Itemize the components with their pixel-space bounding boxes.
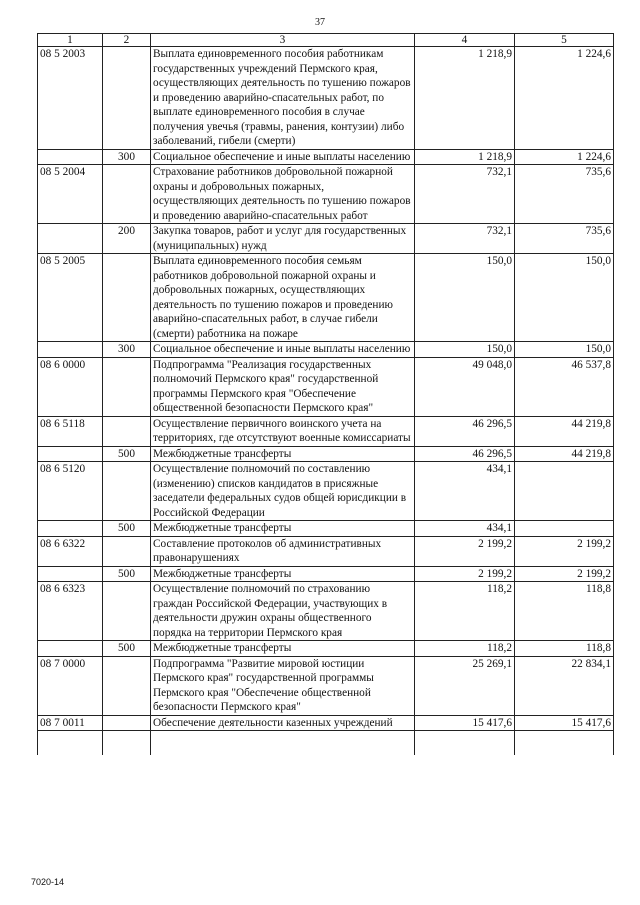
row-expense-type (103, 536, 151, 566)
table-row (38, 521, 614, 537)
header-col-5: 5 (515, 34, 614, 47)
row-amount-col-4: 46 296,5 (415, 416, 515, 446)
row-amount-col-5: 44 219,8 (515, 446, 614, 462)
row-expense-type (103, 357, 151, 416)
table-row (38, 536, 614, 566)
row-amount-col-5 (515, 462, 614, 521)
row-amount-col-4: 150,0 (415, 342, 515, 358)
empty-cell (103, 731, 151, 756)
row-expense-type: 500 (103, 641, 151, 657)
empty-cell (415, 731, 515, 756)
row-amount-col-4: 150,0 (415, 254, 515, 342)
header-col-3: 3 (151, 34, 415, 47)
row-code (38, 446, 103, 462)
row-code (38, 224, 103, 254)
row-name: Страхование работников добровольной пожарной охраны и добровольных пожарных, осуществляющих деятельность по тушению пожаров и проведению аварийно-спасательных работ (151, 165, 415, 224)
empty-cell (151, 731, 415, 756)
row-name: Социальное обеспечение и иные выплаты населению (151, 149, 415, 165)
row-code (38, 149, 103, 165)
row-amount-col-5: 118,8 (515, 641, 614, 657)
row-code: 08 5 2003 (38, 47, 103, 150)
row-amount-col-5: 15 417,6 (515, 715, 614, 731)
row-name: Межбюджетные трансферты (151, 641, 415, 657)
empty-cell (515, 731, 614, 756)
row-code: 08 6 6322 (38, 536, 103, 566)
row-name: Закупка товаров, работ и услуг для государственных (муниципальных) нужд (151, 224, 415, 254)
row-amount-col-4: 46 296,5 (415, 446, 515, 462)
row-expense-type (103, 254, 151, 342)
row-name: Межбюджетные трансферты (151, 446, 415, 462)
table-row (38, 224, 614, 254)
budget-table (37, 33, 614, 755)
row-amount-col-5: 735,6 (515, 165, 614, 224)
row-name: Выплата единовременного пособия работникам государственных учреждений Пермского края, осуществляющих деятельность по тушению пожаров и проведению аварийно-спасательных работ, по выплате единовременного пособия в случае получения увечья (травмы, ранения, контузии) либо заболеваний, гибели (смерти) (151, 47, 415, 150)
row-code (38, 342, 103, 358)
table-row (38, 149, 614, 165)
page-number: 37 (315, 17, 325, 28)
table-row (38, 165, 614, 224)
row-name: Подпрограмма "Развитие мировой юстиции Пермского края" государственной программы Пермского края "Обеспечение общественной безопасности Пермского края" (151, 656, 415, 715)
row-expense-type (103, 462, 151, 521)
row-amount-col-4: 49 048,0 (415, 357, 515, 416)
row-amount-col-5: 150,0 (515, 342, 614, 358)
row-name: Подпрограмма "Реализация государственных полномочий Пермского края" государственной программы Пермского края "Обеспечение общественной безопасности Пермского края" (151, 357, 415, 416)
row-name: Осуществление первичного воинского учета на территориях, где отсутствуют военные комиссариаты (151, 416, 415, 446)
row-expense-type: 500 (103, 446, 151, 462)
row-amount-col-5: 1 224,6 (515, 47, 614, 150)
row-name: Межбюджетные трансферты (151, 521, 415, 537)
row-amount-col-4: 1 218,9 (415, 47, 515, 150)
empty-cell (38, 731, 103, 756)
row-name: Осуществление полномочий по страхованию граждан Российской Федерации, участвующих в деятельности дружин охраны общественного порядка на территории Пермского края (151, 582, 415, 641)
row-name: Социальное обеспечение и иные выплаты населению (151, 342, 415, 358)
table-row (38, 357, 614, 416)
row-expense-type (103, 416, 151, 446)
table-row (38, 254, 614, 342)
row-code: 08 7 0011 (38, 715, 103, 731)
row-code: 08 5 2005 (38, 254, 103, 342)
row-code: 08 6 0000 (38, 357, 103, 416)
row-code: 08 6 5118 (38, 416, 103, 446)
table-row (38, 656, 614, 715)
row-expense-type: 500 (103, 521, 151, 537)
row-amount-col-5: 44 219,8 (515, 416, 614, 446)
row-amount-col-4: 732,1 (415, 224, 515, 254)
row-amount-col-5: 118,8 (515, 582, 614, 641)
row-name: Составление протоколов об административных правонарушениях (151, 536, 415, 566)
header-row (38, 34, 614, 47)
row-amount-col-5: 2 199,2 (515, 536, 614, 566)
table-row (38, 566, 614, 582)
row-name: Обеспечение деятельности казенных учреждений (151, 715, 415, 731)
row-amount-col-5 (515, 521, 614, 537)
row-expense-type (103, 582, 151, 641)
row-amount-col-4: 2 199,2 (415, 536, 515, 566)
row-code: 08 6 6323 (38, 582, 103, 641)
row-expense-type: 300 (103, 342, 151, 358)
row-name: Выплата единовременного пособия семьям работников добровольной пожарной охраны и добровольных пожарных, осуществляющих деятельность по тушению пожаров и проведению аварийно-спасательных работ, в случае гибели (смерти) работника на пожаре (151, 254, 415, 342)
row-amount-col-4: 434,1 (415, 521, 515, 537)
header-col-2: 2 (103, 34, 151, 47)
table-row (38, 416, 614, 446)
row-code (38, 521, 103, 537)
table-row (38, 342, 614, 358)
header-col-1: 1 (38, 34, 103, 47)
row-code: 08 7 0000 (38, 656, 103, 715)
footer-document-code: 7020-14 (31, 877, 65, 887)
row-code: 08 6 5120 (38, 462, 103, 521)
row-amount-col-5: 22 834,1 (515, 656, 614, 715)
header-col-4: 4 (415, 34, 515, 47)
row-amount-col-5: 735,6 (515, 224, 614, 254)
row-amount-col-5: 150,0 (515, 254, 614, 342)
table-row (38, 582, 614, 641)
row-amount-col-4: 118,2 (415, 582, 515, 641)
row-amount-col-4: 732,1 (415, 165, 515, 224)
row-code (38, 566, 103, 582)
row-code: 08 5 2004 (38, 165, 103, 224)
row-amount-col-5: 46 537,8 (515, 357, 614, 416)
table-row (38, 462, 614, 521)
row-name: Осуществление полномочий по составлению (изменению) списков кандидатов в присяжные заседатели федеральных судов общей юрисдикции в Российской Федерации (151, 462, 415, 521)
row-expense-type (103, 715, 151, 731)
row-amount-col-5: 1 224,6 (515, 149, 614, 165)
row-amount-col-4: 1 218,9 (415, 149, 515, 165)
row-expense-type: 500 (103, 566, 151, 582)
row-code (38, 641, 103, 657)
row-name: Межбюджетные трансферты (151, 566, 415, 582)
row-expense-type: 300 (103, 149, 151, 165)
row-expense-type (103, 656, 151, 715)
row-amount-col-4: 15 417,6 (415, 715, 515, 731)
table-row (38, 641, 614, 657)
row-amount-col-4: 118,2 (415, 641, 515, 657)
row-amount-col-4: 2 199,2 (415, 566, 515, 582)
table-row (38, 47, 614, 150)
row-amount-col-4: 434,1 (415, 462, 515, 521)
table-row (38, 446, 614, 462)
row-expense-type (103, 47, 151, 150)
row-expense-type: 200 (103, 224, 151, 254)
table-bottom-space (38, 731, 614, 756)
row-expense-type (103, 165, 151, 224)
table-row (38, 715, 614, 731)
row-amount-col-5: 2 199,2 (515, 566, 614, 582)
row-amount-col-4: 25 269,1 (415, 656, 515, 715)
